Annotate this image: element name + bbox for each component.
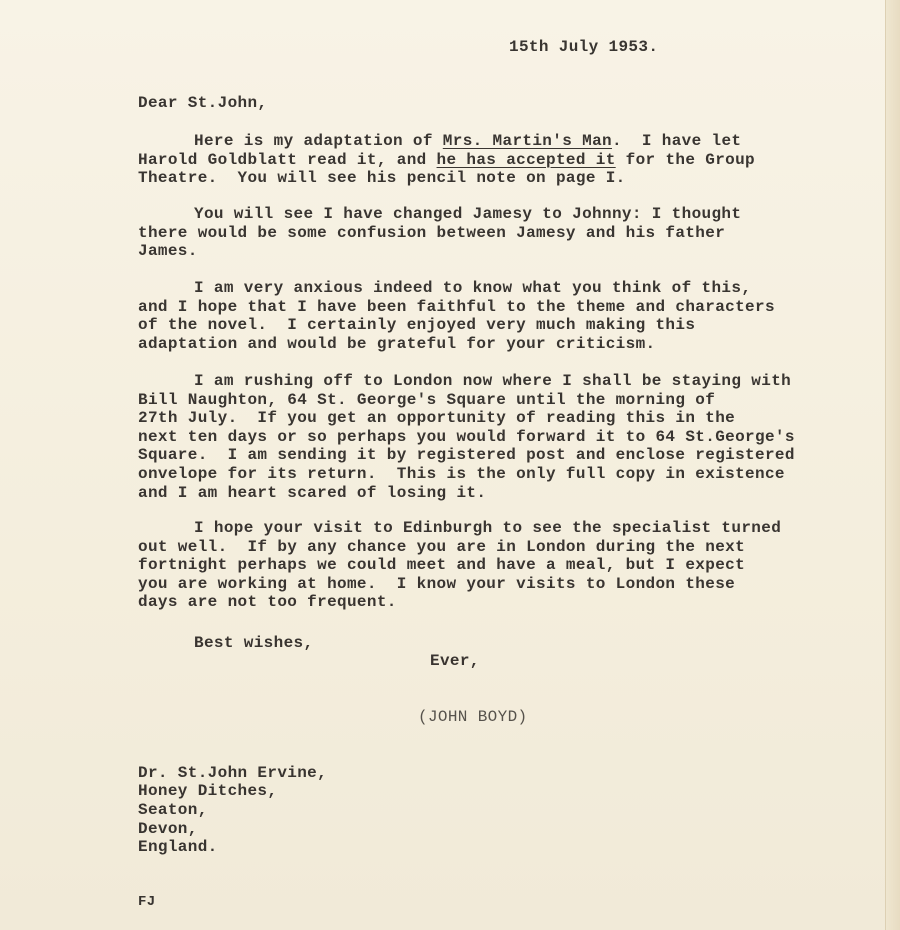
typist-initials: FJ <box>138 894 156 910</box>
body-line <box>138 316 695 335</box>
text-segment: You will see I have changed Jamesy to Johnny: I thought <box>194 205 742 223</box>
text-segment: James. <box>138 242 198 261</box>
address-line: Dr. St.John Ervine, <box>138 764 328 782</box>
body-line <box>194 519 781 538</box>
body-line <box>138 465 785 484</box>
body-line <box>194 132 741 151</box>
body-line <box>138 151 755 170</box>
underlined-title: he has accepted it <box>436 150 616 169</box>
underlined-title: Mrs. Martin's Man <box>442 132 612 150</box>
text-segment: I am rushing off to London now where I shall be staying with <box>194 372 792 390</box>
body-line <box>138 538 745 557</box>
text-segment: of the novel. I certainly enjoyed very much making this <box>138 316 696 335</box>
valediction: Ever, <box>430 652 480 670</box>
body-line <box>138 298 775 317</box>
signature: (JOHN BOYD) <box>418 708 528 726</box>
body-line <box>138 335 655 354</box>
text-segment: I am very anxious indeed to know what you think of this, <box>194 279 752 297</box>
body-line <box>138 556 745 575</box>
address-line: Seaton, <box>138 801 208 819</box>
text-segment: days are not too frequent. <box>138 593 397 612</box>
text-segment: Square. I am sending it by registered post and enclose registered <box>138 446 795 465</box>
text-segment: onvelope for its return. This is the only full copy in existence <box>138 465 785 483</box>
text-segment: 27th July. If you get an opportunity of reading this in the <box>138 409 736 428</box>
body-line <box>194 372 791 391</box>
letter-date: 15th July 1953. <box>509 38 659 56</box>
text-segment: for the Group <box>615 150 756 169</box>
body-line <box>194 279 751 298</box>
closing: Best wishes, <box>194 634 314 652</box>
body-line <box>138 224 725 243</box>
body-line <box>138 575 735 594</box>
text-segment: Here is my adaptation of <box>194 132 443 150</box>
body-line <box>194 205 741 224</box>
text-segment: Theatre. You will see his pencil note on page I. <box>138 169 626 188</box>
body-line <box>138 484 486 503</box>
text-segment: Harold Goldblatt read it, and <box>138 150 437 169</box>
body-line <box>138 409 735 428</box>
body-line <box>138 391 715 410</box>
body-line <box>138 242 198 261</box>
body-line <box>138 428 795 447</box>
body-line <box>138 446 795 465</box>
text-segment: and I am heart scared of losing it. <box>138 483 487 502</box>
text-segment: Bill Naughton, 64 St. George's Square until the morning of <box>138 390 716 409</box>
text-segment: I hope your visit to Edinburgh to see the specialist turned <box>194 519 782 537</box>
text-segment: . I have let <box>611 132 742 150</box>
text-segment: out well. If by any chance you are in London during the next <box>138 537 746 556</box>
paper-edge <box>885 0 900 930</box>
body-line <box>138 593 397 612</box>
text-segment: you are working at home. I know your visits to London these <box>138 574 736 593</box>
body-line <box>138 169 626 188</box>
text-segment: there would be some confusion between Jamesy and his father <box>138 223 726 242</box>
address-line: Devon, <box>138 820 198 838</box>
text-segment: and I hope that I have been faithful to the theme and characters <box>138 297 775 316</box>
text-segment: next ten days or so perhaps you would forward it to 64 St.George's <box>138 427 795 446</box>
salutation: Dear St.John, <box>138 94 268 112</box>
address-line: Honey Ditches, <box>138 782 278 800</box>
address-line: England. <box>138 838 218 856</box>
text-segment: fortnight perhaps we could meet and have a meal, but I expect <box>138 556 746 575</box>
text-segment: adaptation and would be grateful for your criticism. <box>138 334 656 353</box>
